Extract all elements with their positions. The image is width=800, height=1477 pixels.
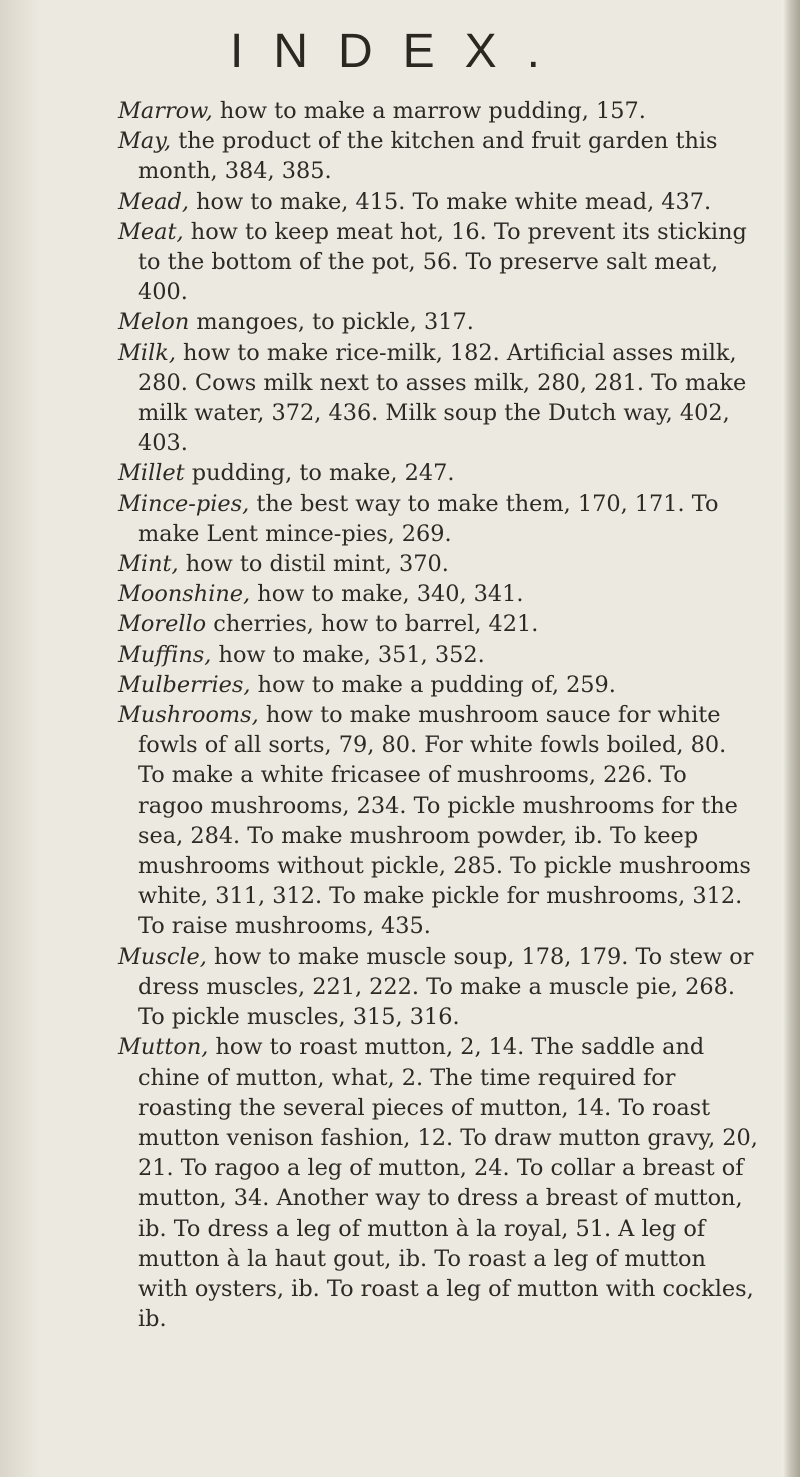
index-entry (118, 217, 758, 308)
entry-text: cherries, how to barrel, 421. (206, 611, 539, 638)
index-entry (118, 338, 758, 459)
page-header: INDEX. (229, 25, 571, 78)
index-entry (118, 942, 758, 1033)
entry-text: how to make muscle soup, 178, 179. To stew or dress muscles, 221, 222. To make a muscle pie, 268. To pickle muscles, 315, 316. (138, 943, 754, 1031)
index-entry (118, 1032, 758, 1334)
entry-text: mangoes, to pickle, 317. (189, 309, 474, 336)
entry-text: how to make, 415. To make white mead, 437. (188, 188, 712, 215)
entry-term: Muffins, (118, 641, 212, 668)
entry-term: Millet (118, 460, 185, 487)
index-entry (118, 307, 758, 337)
entry-term: May, (118, 128, 172, 155)
entry-text: how to make rice-milk, 182. Artificial asses milk, 280. Cows milk next to asses milk, 280, 281. To make milk water, 372, 436. Milk soup the Dutch way, 402, 403. (138, 339, 747, 457)
entry-text: how to make a marrow pudding, 157. (212, 98, 646, 124)
index-entry (118, 126, 758, 186)
entry-term: Milk, (118, 339, 176, 366)
index-entry (118, 579, 758, 609)
entry-term: Moonshine, (118, 581, 251, 608)
index-entry (118, 609, 758, 639)
entry-text: how to keep meat hot, 16. To prevent its sticking to the bottom of the pot, 56. To preserve salt meat, 400. (138, 218, 747, 306)
entry-text: how to roast mutton, 2, 14. The saddle and chine of mutton, what, 2. The time required for roasting the several pieces of mutton, 14. To roast mutton venison fashion, 12. To draw mutton gravy, 20, 21. To ragoo a leg of mutton, 24. To collar a breast of mutton, 34. Another way to dress a breast of mutton, ib. To dress a leg of mutton à la royal, 51. A leg of mutton à la haut gout, ib. To roast a leg of mutton with oysters, ib. To roast a leg of mutton with cockles, ib. (138, 1034, 758, 1333)
index-entry (118, 549, 758, 579)
index-entry (118, 96, 758, 126)
page-edge (782, 0, 800, 1477)
entry-term: Mulberries, (118, 671, 251, 698)
entry-term: Mutton, (118, 1034, 209, 1061)
entry-text: how to make, 340, 341. (250, 581, 524, 608)
entry-term: Mince-pies, (118, 490, 250, 517)
entry-term: Morello (118, 611, 207, 638)
index-entries (118, 96, 758, 1334)
page-gutter-shadow (0, 0, 40, 1477)
index-entry (118, 640, 758, 670)
entry-term: Meat, (118, 218, 184, 245)
entry-text: pudding, to make, 247. (184, 460, 455, 487)
entry-term: Melon (118, 309, 190, 336)
index-entry (118, 458, 758, 488)
entry-term: Marrow, (118, 98, 213, 124)
entry-term: Mushrooms, (118, 702, 259, 729)
index-entry (118, 187, 758, 217)
entry-term: Mead, (118, 188, 189, 215)
index-entry (118, 489, 758, 549)
entry-text: the best way to make them, 170, 171. To make Lent mince-pies, 269. (138, 490, 719, 547)
entry-text: the product of the kitchen and fruit garden this month, 384, 385. (138, 128, 718, 185)
entry-text: how to distil mint, 370. (178, 551, 449, 578)
index-entry (118, 700, 758, 942)
entry-text: how to make, 351, 352. (211, 641, 485, 668)
entry-term: Muscle, (118, 943, 207, 970)
entry-term: Mint, (118, 551, 179, 578)
index-entry (118, 670, 758, 700)
entry-text: how to make a pudding of, 259. (250, 671, 616, 698)
entry-text: how to make mushroom sauce for white fowls of all sorts, 79, 80. For white fowls boiled, 80. To make a white fricasee of mushrooms, 226. To ragoo mushrooms, 234. To pickle mushrooms for the sea, 284. To make mushroom powder, ib. To keep mushrooms without pickle, 285. To pickle mushrooms white, 311, 312. To make pickle for mushrooms, 312. To raise mushrooms, 435. (138, 702, 751, 940)
